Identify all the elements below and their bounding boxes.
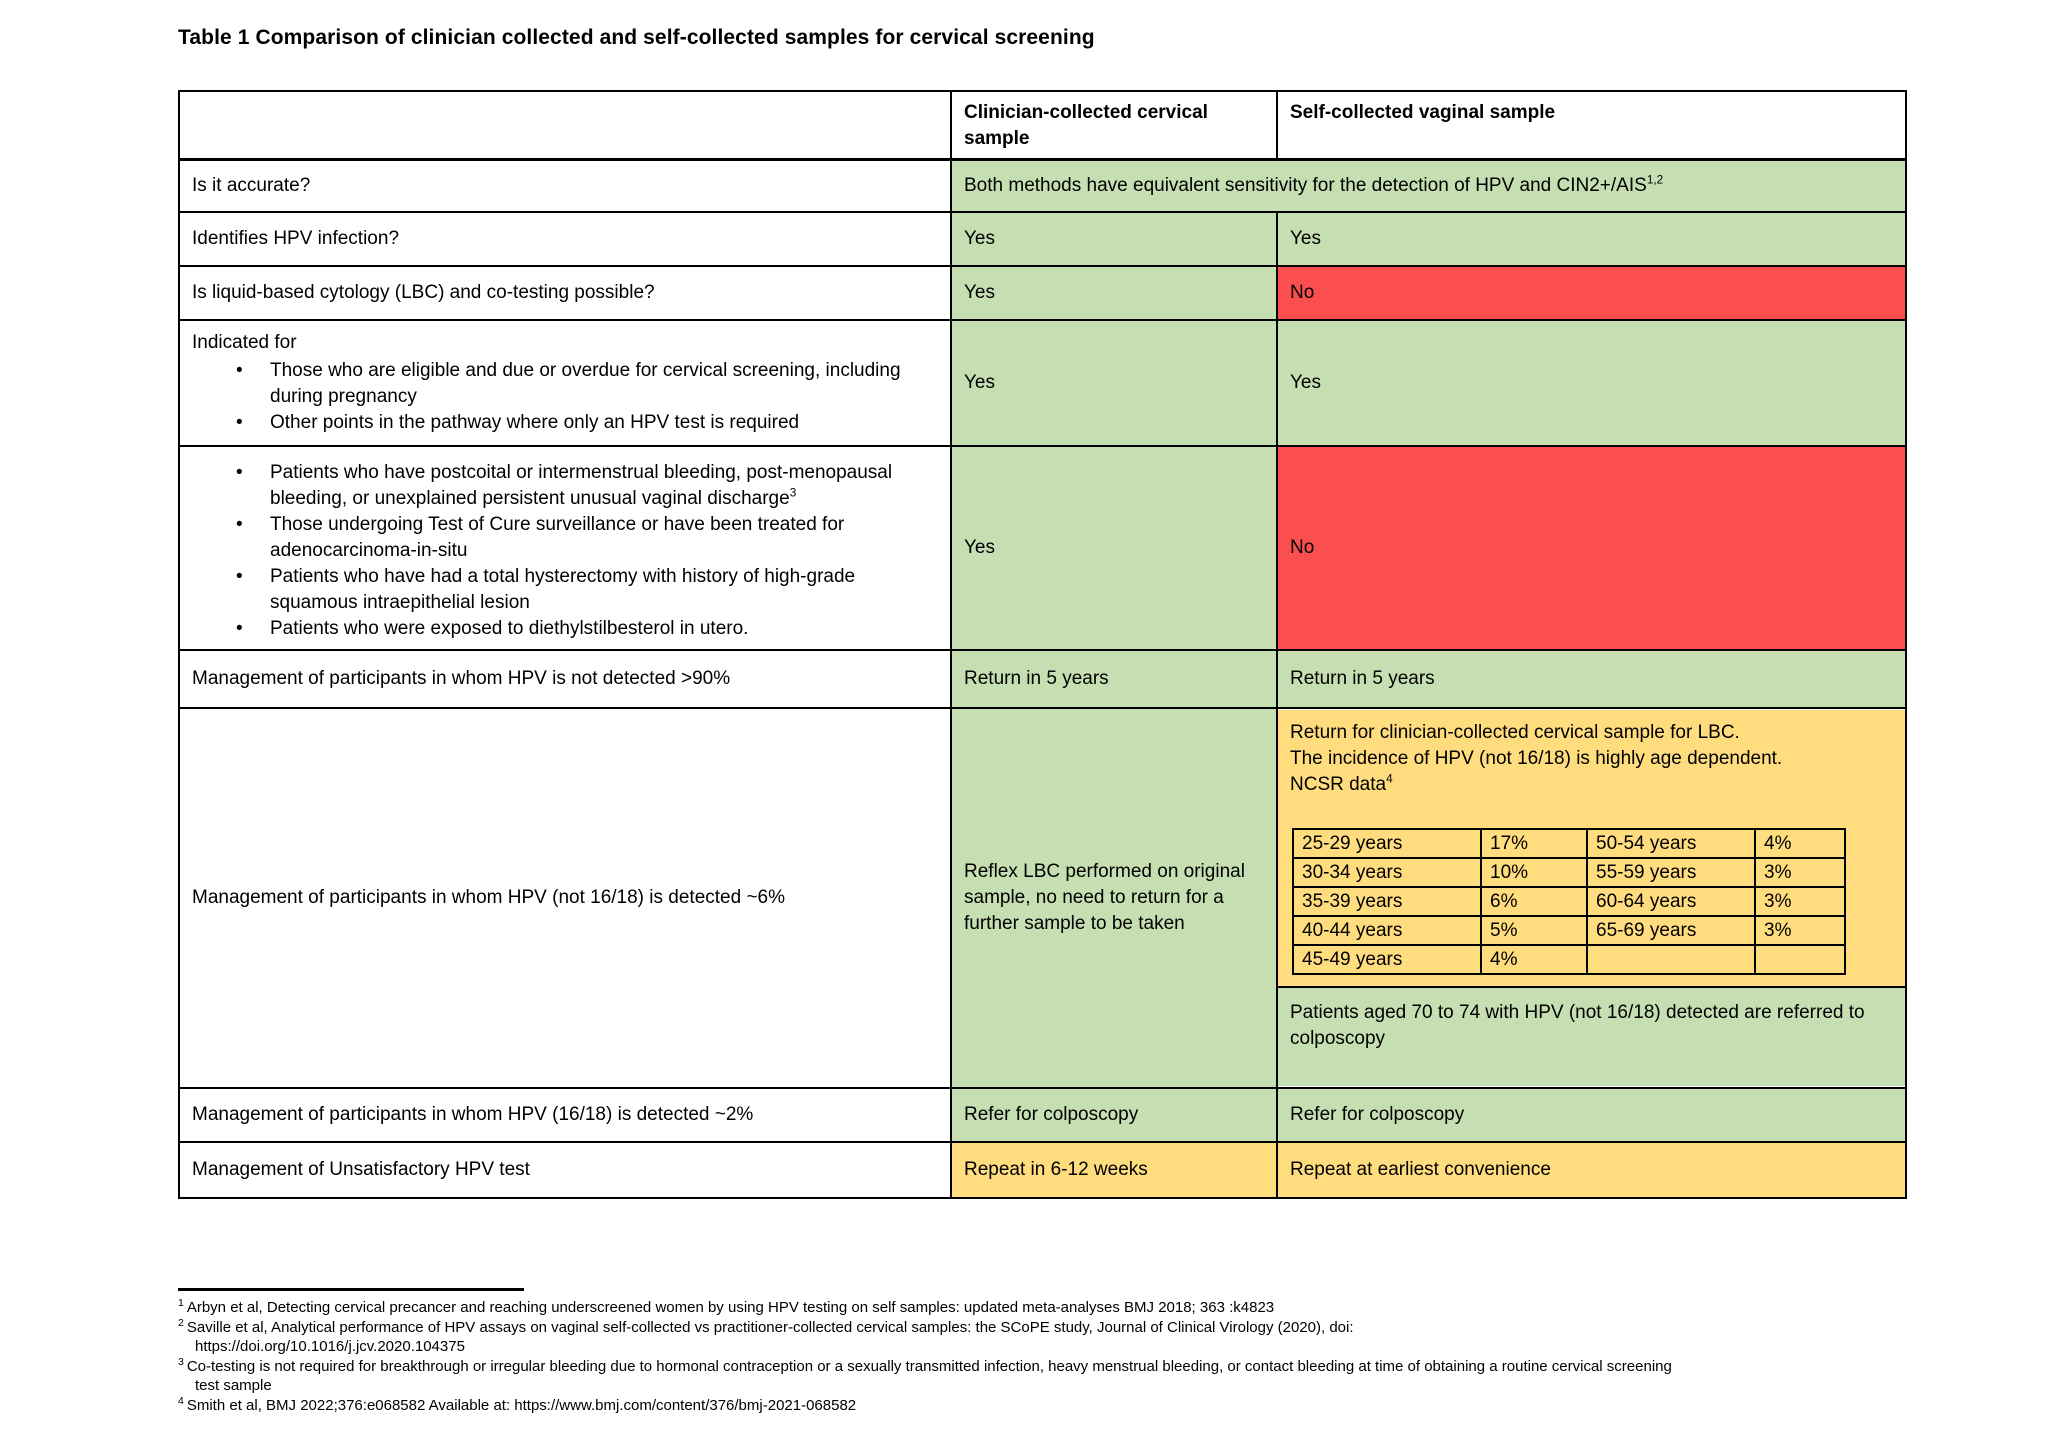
header-self: Self-collected vaginal sample: [1277, 91, 1906, 160]
header-empty-cell: [179, 91, 951, 160]
age-pct: [1755, 945, 1845, 974]
table-row: [179, 320, 1906, 446]
age-pct: 4%: [1481, 945, 1587, 974]
age-range: 30-34 years: [1293, 858, 1481, 887]
row-label: Management of participants in whom HPV (16/18) is detected ~2%: [179, 1088, 951, 1142]
table-row: [179, 212, 1906, 266]
yellow-line-2: The incidence of HPV (not 16/18) is highly age dependent.: [1290, 747, 1783, 769]
age-range: 35-39 years: [1293, 887, 1481, 916]
footnote-4: $^4$ Smith et al, BMJ 2022;376:e068582 Available at: https://www.bmj.com/content/376/bmj-2021-068582: [178, 1394, 857, 1414]
bullet-item: • Those who are eligible and due or overdue for cervical screening, including during pregnancy: [236, 359, 901, 407]
indicated-bullet-list: [192, 358, 938, 436]
ncsr-age-table: [1292, 828, 1846, 975]
bullet-item: • Patients who have postcoital or intermenstrual bleeding, post-menopausal bleeding, or unexplained persistent unusual vaginal discharge$^3$: [236, 461, 893, 509]
footnote-3: $^3$ Co-testing is not required for breakthrough or irregular bleeding due to hormonal contraception or a sexually transmitted infection, heavy menstrual bleeding, or contact bleeding at time of obtaining a routine cervical screening: [178, 1355, 1672, 1375]
bullet-item: • Other points in the pathway where only an HPV test is required: [236, 410, 938, 436]
self-yellow-cell: [1278, 710, 1905, 988]
self-value: Repeat at earliest convenience: [1277, 1142, 1906, 1198]
row-label: Is it accurate?: [179, 160, 951, 212]
yellow-line-3: NCSR data$^4$: [1290, 772, 1393, 795]
bullet-icon: •: [236, 411, 243, 433]
indicated-heading: Indicated for: [192, 331, 297, 353]
clinician-value: Return in 5 years: [951, 650, 1277, 708]
footnote-3-continuation: test sample: [195, 1377, 272, 1394]
self-value-stack: [1277, 708, 1906, 1088]
bullet-icon: •: [236, 513, 243, 535]
accurate-merged-cell: [951, 160, 1906, 212]
age-pct: 6%: [1481, 887, 1587, 916]
age-pct: 3%: [1755, 916, 1845, 945]
row-label: Management of participants in whom HPV is not detected >90%: [179, 650, 951, 708]
age-range: 40-44 years: [1293, 916, 1481, 945]
row-label: [179, 446, 951, 650]
row-label: Management of Unsatisfactory HPV test: [179, 1142, 951, 1198]
self-value: No: [1277, 446, 1906, 650]
row-label: [179, 320, 951, 446]
exclusions-bullet-list: [192, 460, 938, 642]
ncsr-row: [1293, 945, 1845, 974]
ncsr-superscript: 4: [1386, 772, 1393, 786]
age-pct: 3%: [1755, 858, 1845, 887]
table-row: [179, 1142, 1906, 1198]
age-pct: 3%: [1755, 887, 1845, 916]
accurate-superscript: 1,2: [1646, 173, 1664, 187]
self-green-cell: Patients aged 70 to 74 with HPV (not 16/18) detected are referred to colposcopy: [1278, 988, 1905, 1086]
clinician-value: Repeat in 6-12 weeks: [951, 1142, 1277, 1198]
footnotes: [178, 1298, 1944, 1415]
age-range: 25-29 years: [1293, 829, 1481, 858]
footnote-divider: [178, 1288, 524, 1291]
comparison-table: [178, 90, 1907, 1199]
row-label: Management of participants in whom HPV (not 16/18) is detected ~6%: [179, 708, 951, 1088]
age-pct: 17%: [1481, 829, 1587, 858]
table-row: [179, 1088, 1906, 1142]
discharge-superscript: 3: [789, 486, 797, 500]
age-range: 60-64 years: [1587, 887, 1755, 916]
bullet-item: • Patients who were exposed to diethylstilbesterol in utero.: [236, 616, 938, 642]
footnote-2-continuation: https://doi.org/10.1016/j.jcv.2020.104375: [195, 1338, 465, 1355]
clinician-value: Yes: [951, 212, 1277, 266]
self-value: No: [1277, 266, 1906, 320]
table-row: [179, 650, 1906, 708]
table-row: [179, 708, 1906, 1088]
bullet-icon: •: [236, 461, 243, 483]
age-range: 55-59 years: [1587, 858, 1755, 887]
bullet-icon: •: [236, 617, 243, 639]
self-value: Yes: [1277, 320, 1906, 446]
bullet-item: • Patients who have had a total hysterectomy with history of high-grade squamous intraepithelial lesion: [236, 565, 856, 613]
bullet-icon: •: [236, 359, 243, 381]
clinician-value: Yes: [951, 320, 1277, 446]
row-label: Identifies HPV infection?: [179, 212, 951, 266]
age-range: 45-49 years: [1293, 945, 1481, 974]
ncsr-row: [1293, 829, 1845, 858]
age-pct: 4%: [1755, 829, 1845, 858]
table-row: [179, 160, 1906, 212]
age-range: [1587, 945, 1755, 974]
self-value: Return in 5 years: [1277, 650, 1906, 708]
footnote-1: $^1$ Arbyn et al, Detecting cervical precancer and reaching underscreened women by using HPV testing on self samples: updated meta-analyses BMJ 2018; 363 :k4823: [178, 1297, 1275, 1316]
header-clinician: Clinician-collected cervical sample: [951, 91, 1277, 160]
age-range: 50-54 years: [1587, 829, 1755, 858]
row-label: Is liquid-based cytology (LBC) and co-testing possible?: [179, 266, 951, 320]
ncsr-row: [1293, 887, 1845, 916]
footnote-2: $^2$ Saville et al, Analytical performance of HPV assays on vaginal self-collected vs practitioner-collected cervical samples: the SCoPE study, Journal of Clinical Virology (2020), doi:: [178, 1316, 1354, 1336]
yellow-line-1: Return for clinician-collected cervical sample for LBC.: [1290, 721, 1740, 743]
table-row: [179, 266, 1906, 320]
age-range: 65-69 years: [1587, 916, 1755, 945]
ncsr-row: [1293, 916, 1845, 945]
clinician-value: Reflex LBC performed on original sample, no need to return for a further sample to be taken: [951, 708, 1277, 1088]
bullet-item: • Those undergoing Test of Cure surveillance or have been treated for adenocarcinoma-in-situ: [236, 513, 845, 561]
page-title: Table 1 Comparison of clinician collected and self-collected samples for cervical screening: [178, 26, 1095, 49]
bullet-icon: •: [236, 565, 243, 587]
table-row: [179, 446, 1906, 650]
table-header-row: [179, 91, 1906, 160]
self-value: Yes: [1277, 212, 1906, 266]
clinician-value: Refer for colposcopy: [951, 1088, 1277, 1142]
accurate-text: Both methods have equivalent sensitivity for the detection of HPV and CIN2+/AIS: [964, 174, 1647, 196]
clinician-value: Yes: [951, 446, 1277, 650]
self-value: Refer for colposcopy: [1277, 1088, 1906, 1142]
age-pct: 10%: [1481, 858, 1587, 887]
ncsr-row: [1293, 858, 1845, 887]
age-pct: 5%: [1481, 916, 1587, 945]
clinician-value: Yes: [951, 266, 1277, 320]
